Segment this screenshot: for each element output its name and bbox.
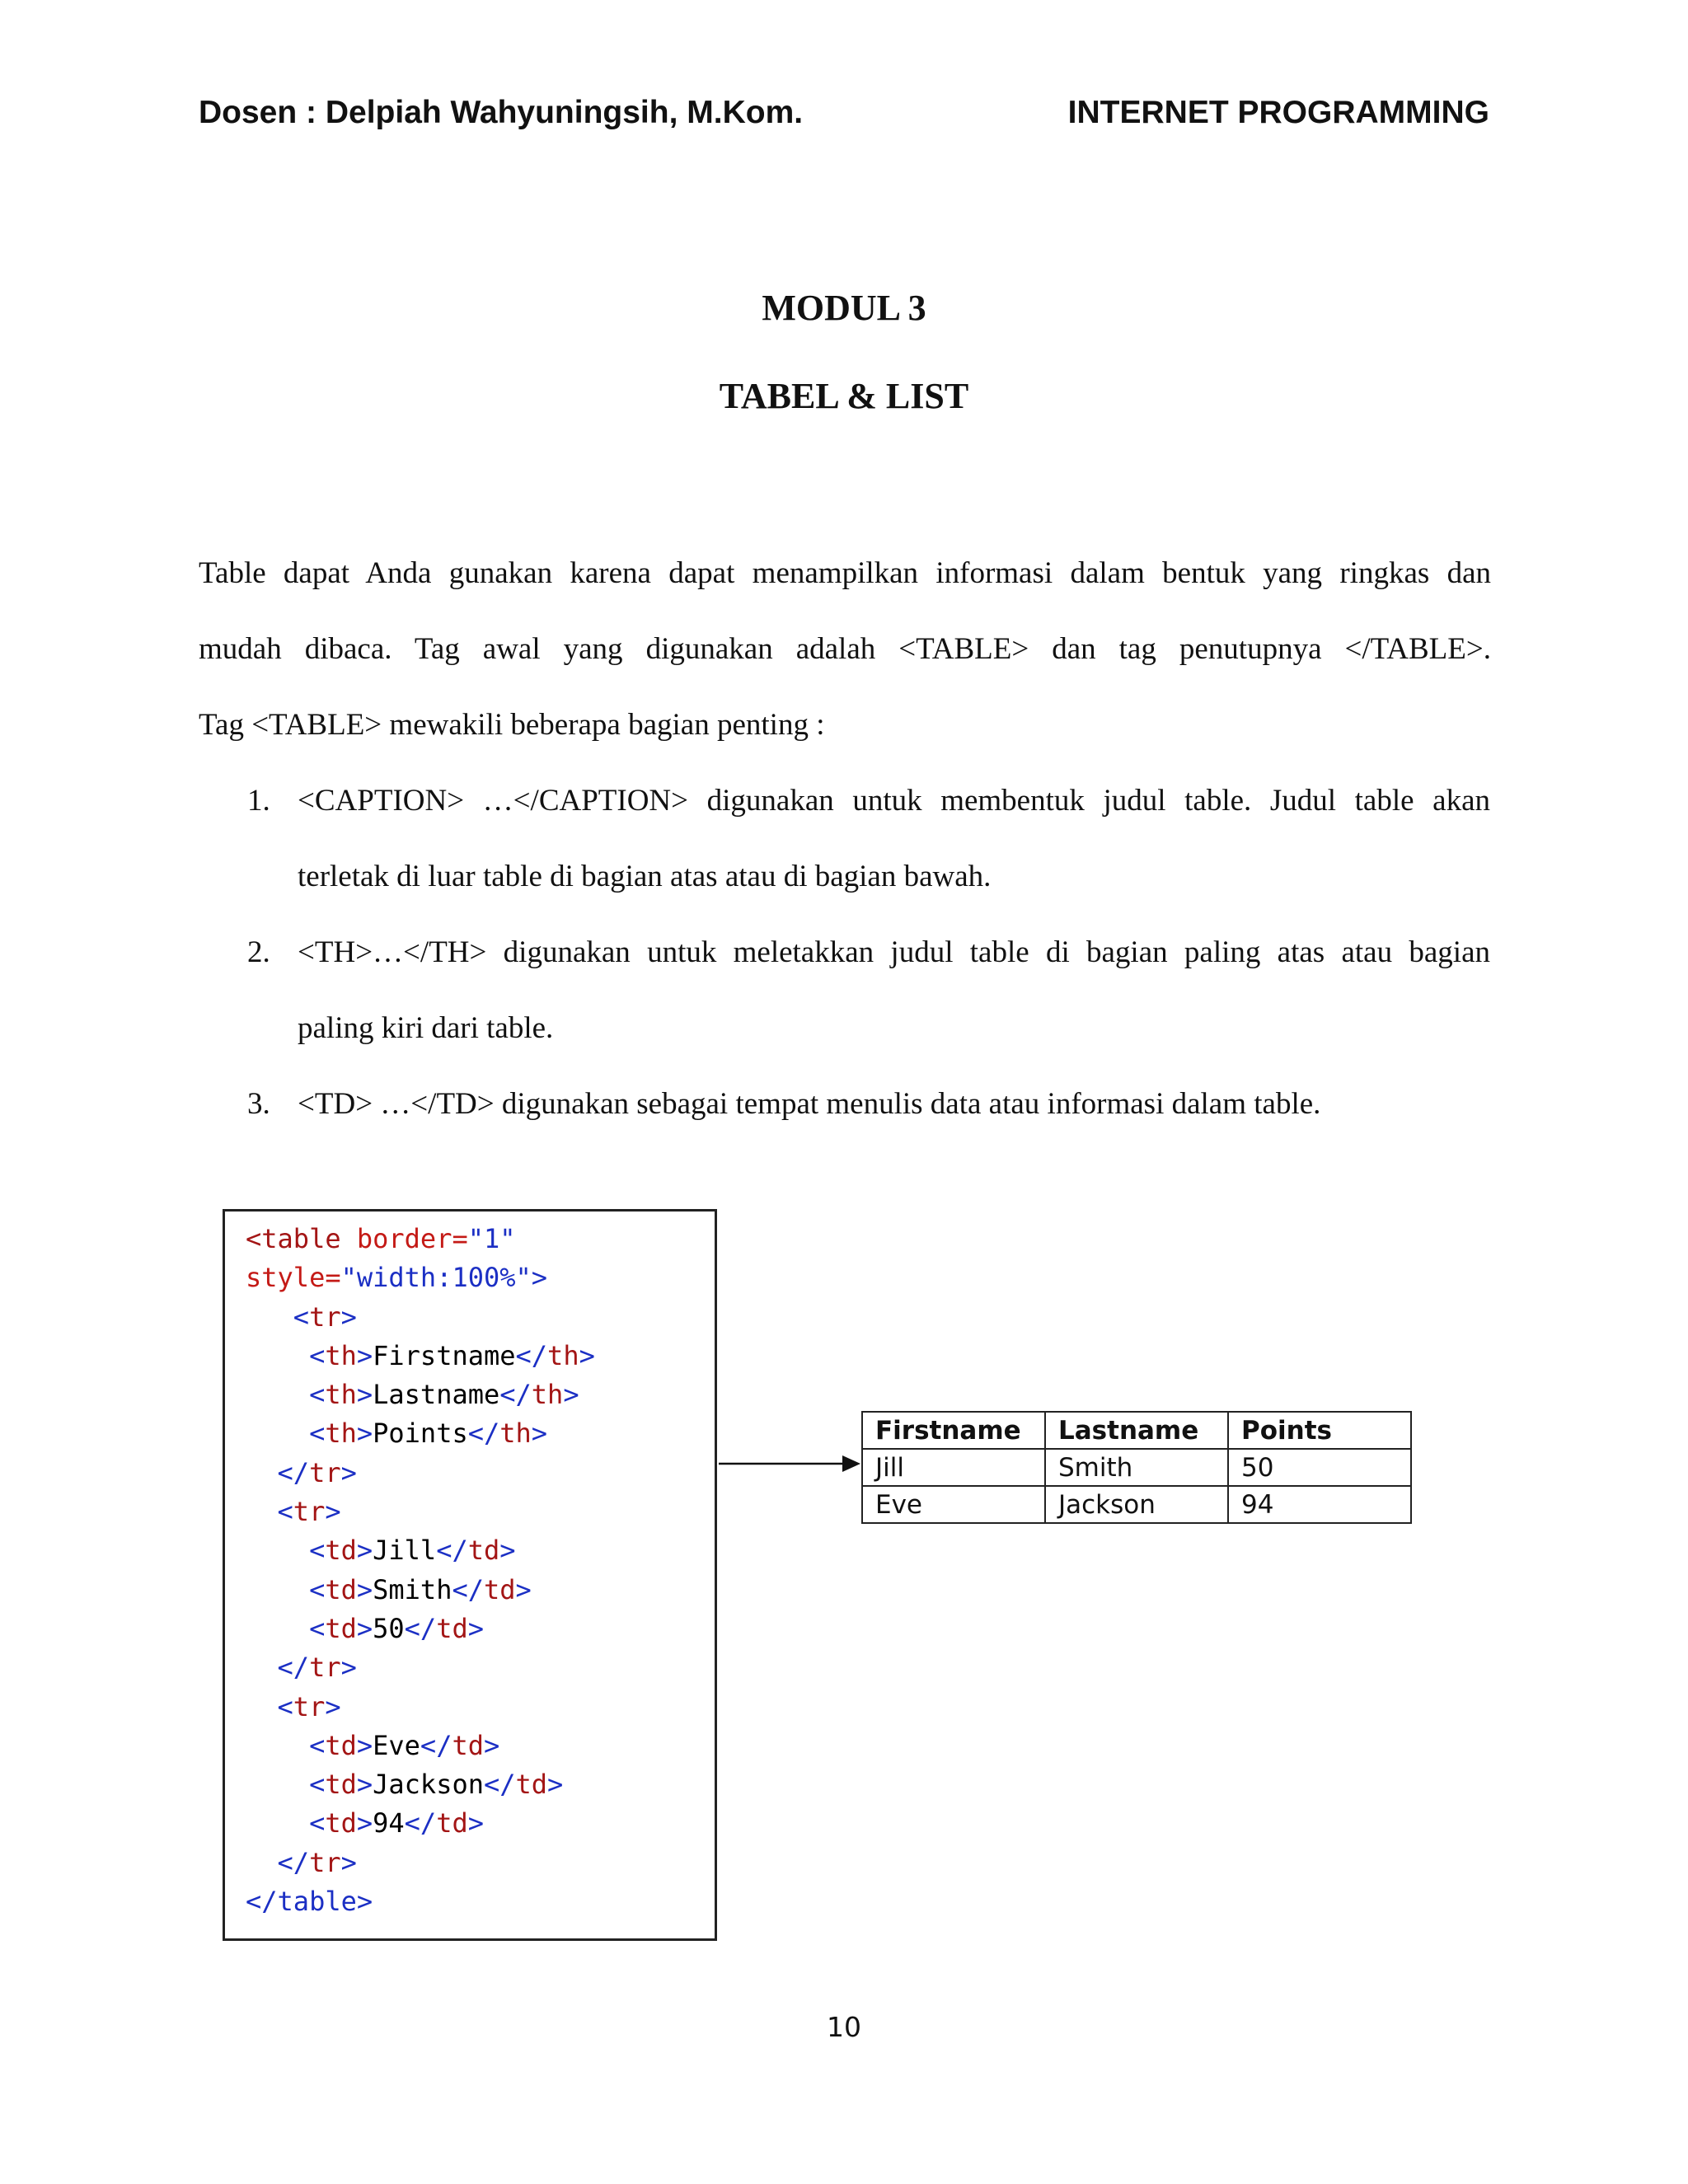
- code-bracket: >: [531, 1262, 548, 1294]
- code-bracket: >: [356, 1379, 373, 1411]
- code-tag: td: [436, 1807, 468, 1840]
- code-attr: style=: [246, 1262, 341, 1294]
- intro-line-2: mudah dibaca. Tag awal yang digunakan adalah <TABLE> dan tag penutupnya </TABLE>.: [199, 632, 1491, 666]
- code-bracket: >: [340, 1652, 357, 1684]
- code-line: [246, 1610, 595, 1648]
- code-bracket: <: [309, 1339, 326, 1371]
- code-bracket: <: [277, 1690, 293, 1722]
- code-tag: tr: [309, 1652, 341, 1684]
- code-tag: tr: [309, 1846, 341, 1878]
- code-cell-text: 94: [373, 1807, 405, 1840]
- code-listing: [246, 1220, 595, 1921]
- intro-line-3: Tag <TABLE> mewakili beberapa bagian penting :: [199, 708, 825, 742]
- code-bracket: >: [356, 1612, 373, 1644]
- table-cell: Eve: [862, 1486, 1045, 1523]
- code-bracket: <: [309, 1379, 326, 1411]
- code-bracket: </: [277, 1456, 310, 1488]
- code-tag: td: [325, 1535, 357, 1567]
- code-bracket: <: [309, 1573, 326, 1605]
- rendered-table-header-row: [862, 1412, 1411, 1449]
- rendered-table-header-points: Points: [1228, 1412, 1411, 1449]
- code-cell-text: Lastname: [373, 1379, 500, 1411]
- code-bracket: <: [309, 1612, 326, 1644]
- code-tag: tr: [293, 1496, 326, 1528]
- code-line: [246, 1454, 595, 1493]
- page-number: 10: [827, 2011, 861, 2043]
- code-bracket: </: [467, 1418, 500, 1450]
- code-cell-text: Jill: [373, 1535, 437, 1567]
- list-item-td-line-1: <TD> …</TD> digunakan sebagai tempat menulis data atau informasi dalam table.: [298, 1087, 1321, 1121]
- intro-line-1: Table dapat Anda gunakan karena dapat menampilkan informasi dalam bentuk yang ringkas dan: [199, 556, 1491, 590]
- table-cell: Smith: [1045, 1449, 1228, 1486]
- list-item-th-line-1: <TH>…</TH> digunakan untuk meletakkan judul table di bagian paling atas atau bagian: [298, 935, 1490, 969]
- code-line: [246, 1688, 595, 1727]
- code-tag: </table>: [246, 1886, 373, 1918]
- list-item-caption-line-1: <CAPTION> …</CAPTION> digunakan untuk membentuk judul table. Judul table akan: [298, 784, 1490, 818]
- code-cell-text: Jackson: [373, 1769, 484, 1801]
- list-number: 3.: [247, 1087, 270, 1121]
- code-bracket: >: [356, 1573, 373, 1605]
- code-tag: th: [325, 1418, 357, 1450]
- code-bracket: >: [467, 1612, 484, 1644]
- table-cell: Jill: [862, 1449, 1045, 1486]
- code-bracket: <: [309, 1535, 326, 1567]
- code-line: [246, 1844, 595, 1882]
- module-subtitle: TABEL & LIST: [719, 376, 969, 416]
- code-bracket: >: [340, 1301, 357, 1333]
- code-bracket: >: [515, 1573, 532, 1605]
- list-item-th-line-2: paling kiri dari table.: [298, 1011, 554, 1045]
- code-tag: td: [452, 1729, 484, 1761]
- code-tag: th: [531, 1379, 564, 1411]
- code-line: [246, 1493, 595, 1531]
- arrow-right-icon: [719, 1453, 863, 1474]
- code-tag: td: [325, 1729, 357, 1761]
- code-bracket: >: [325, 1690, 341, 1722]
- code-bracket: <: [309, 1729, 326, 1761]
- code-bracket: </: [420, 1729, 452, 1761]
- code-tag: td: [325, 1769, 357, 1801]
- table-cell: Jackson: [1045, 1486, 1228, 1523]
- code-bracket: </: [404, 1807, 437, 1840]
- code-bracket: >: [579, 1339, 595, 1371]
- header-lecturer: Dosen : Delpiah Wahyuningsih, M.Kom.: [199, 95, 804, 130]
- code-bracket: <: [309, 1769, 326, 1801]
- code-line: [246, 1571, 595, 1610]
- code-line: [246, 1376, 595, 1414]
- code-cell-text: 50: [373, 1612, 405, 1644]
- code-bracket: </: [404, 1612, 437, 1644]
- code-tag: td: [467, 1535, 500, 1567]
- code-bracket: >: [483, 1729, 500, 1761]
- code-line: [246, 1648, 595, 1687]
- code-tag: tr: [309, 1456, 341, 1488]
- list-number: 1.: [247, 784, 270, 818]
- code-bracket: <: [309, 1807, 326, 1840]
- table-cell: 94: [1228, 1486, 1411, 1523]
- module-title: MODUL 3: [762, 288, 926, 328]
- code-line: [246, 1804, 595, 1843]
- code-tag: th: [499, 1418, 532, 1450]
- header-course: INTERNET PROGRAMMING: [1067, 95, 1489, 130]
- code-bracket: >: [340, 1846, 357, 1878]
- code-bracket: >: [467, 1807, 484, 1840]
- code-tag: tr: [293, 1690, 326, 1722]
- code-line: [246, 1298, 595, 1337]
- code-line: [246, 1414, 595, 1453]
- code-bracket: </: [277, 1846, 310, 1878]
- rendered-table-header-firstname: Firstname: [862, 1412, 1045, 1449]
- code-line: [246, 1882, 595, 1921]
- code-bracket: </: [436, 1535, 468, 1567]
- code-cell-text: Points: [373, 1418, 468, 1450]
- code-bracket: </: [499, 1379, 532, 1411]
- code-bracket: >: [531, 1418, 548, 1450]
- code-bracket: >: [356, 1729, 373, 1761]
- code-tag: th: [325, 1379, 357, 1411]
- code-line: [246, 1220, 595, 1258]
- list-number: 2.: [247, 935, 270, 969]
- code-tag: th: [547, 1339, 579, 1371]
- code-line: [246, 1337, 595, 1376]
- code-tag: <table: [246, 1223, 341, 1254]
- code-attr-value: "width:100%": [340, 1262, 532, 1294]
- code-bracket: <: [309, 1418, 326, 1450]
- code-bracket: >: [356, 1769, 373, 1801]
- code-cell-text: Eve: [373, 1729, 420, 1761]
- code-bracket: >: [547, 1769, 564, 1801]
- table-cell: 50: [1228, 1449, 1411, 1486]
- code-tag: td: [325, 1807, 357, 1840]
- code-cell-text: Firstname: [373, 1339, 516, 1371]
- code-bracket: <: [293, 1301, 310, 1333]
- list-item-caption-line-2: terletak di luar table di bagian atas atau di bagian bawah.: [298, 860, 992, 893]
- code-cell-text: Smith: [373, 1573, 452, 1605]
- code-bracket: </: [277, 1652, 310, 1684]
- code-bracket: </: [515, 1339, 548, 1371]
- code-bracket: >: [325, 1496, 341, 1528]
- code-tag: td: [325, 1573, 357, 1605]
- table-row: [862, 1449, 1411, 1486]
- code-bracket: >: [340, 1456, 357, 1488]
- code-line: [246, 1765, 595, 1804]
- code-tag: td: [325, 1612, 357, 1644]
- code-bracket: >: [356, 1418, 373, 1450]
- code-tag: th: [325, 1339, 357, 1371]
- code-line: [246, 1258, 595, 1297]
- code-bracket: >: [356, 1807, 373, 1840]
- code-attr: border=: [340, 1223, 468, 1254]
- code-bracket: >: [356, 1339, 373, 1371]
- rendered-table-header-lastname: Lastname: [1045, 1412, 1228, 1449]
- code-tag: td: [483, 1573, 516, 1605]
- rendered-table: [861, 1411, 1412, 1524]
- code-bracket: </: [483, 1769, 516, 1801]
- code-tag: td: [515, 1769, 548, 1801]
- code-line: [246, 1531, 595, 1570]
- code-bracket: <: [277, 1496, 293, 1528]
- table-row: [862, 1486, 1411, 1523]
- code-bracket: </: [452, 1573, 484, 1605]
- code-bracket: >: [563, 1379, 579, 1411]
- code-tag: td: [436, 1612, 468, 1644]
- code-bracket: >: [499, 1535, 516, 1567]
- code-example-box: [223, 1209, 717, 1941]
- code-line: [246, 1727, 595, 1765]
- code-bracket: >: [356, 1535, 373, 1567]
- code-attr-value: "1": [467, 1223, 516, 1254]
- code-tag: tr: [309, 1301, 341, 1333]
